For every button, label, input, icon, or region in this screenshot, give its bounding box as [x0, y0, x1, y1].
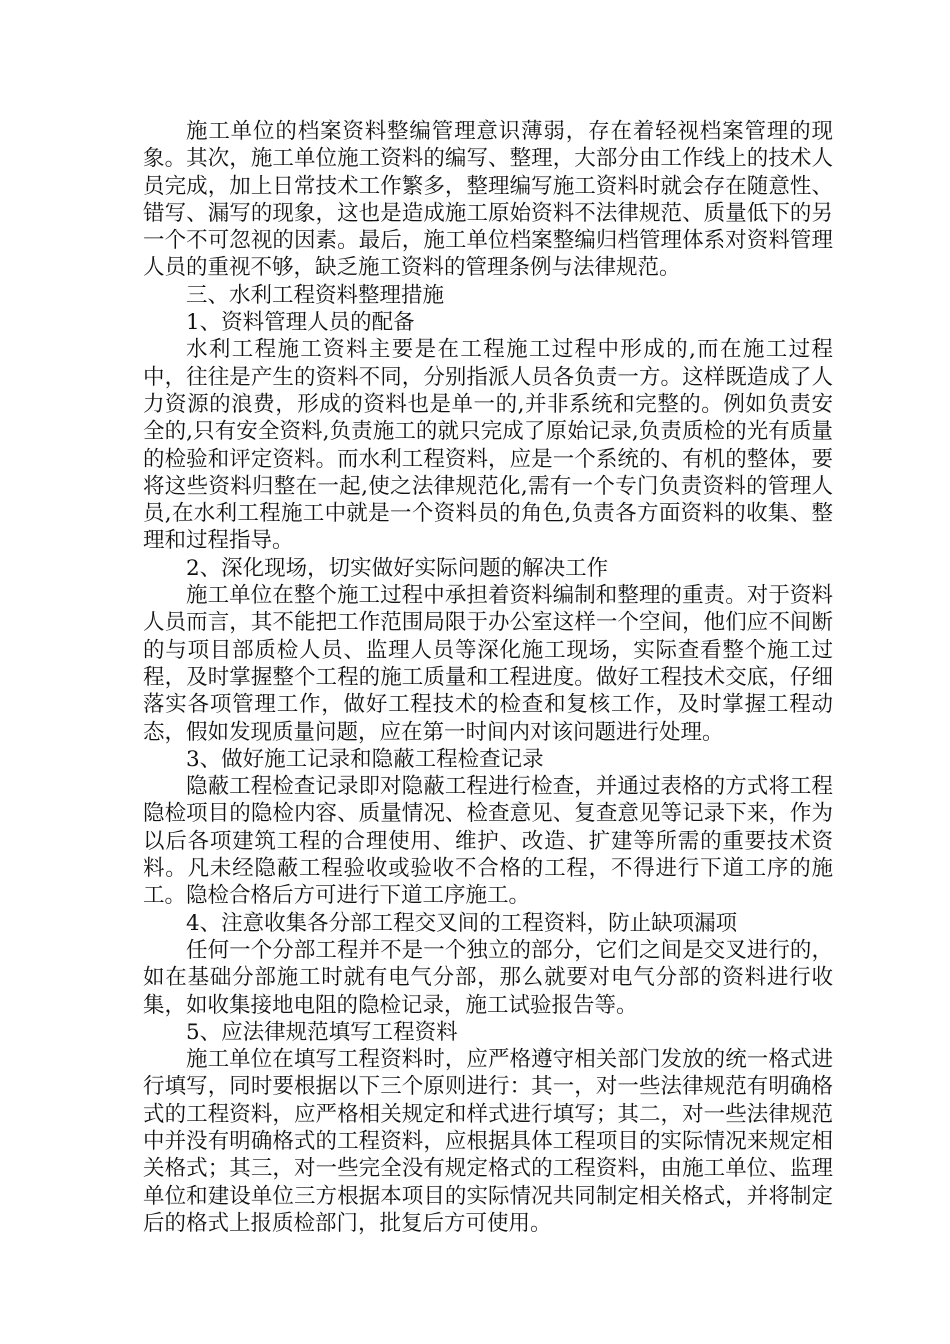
paragraph-staffing: 水利工程施工资料主要是在工程施工过程中形成的,而在施工过程中，往往是产生的资料不同，分别指派人员各负责一方。这样既造成了人力资源的浪费，形成的资料也是单一的,并非系统和完整的。例如负责安全的,只有安全资料,负责施工的就只完成了原始记录,负责质检的光有质量的检验和评定资料。而水利工程资料，应是一个系统的、有机的整体，要将这些资料归整在一起,使之法律规范化,需有一个专门负责资料的管理人员,在水利工程施工中就是一个资料员的角色,负责各方面资料的收集、整理和过程指导。	[143, 337, 833, 554]
subheading-staffing: 1、资料管理人员的配备	[186, 310, 415, 336]
paragraph-cross-division: 任何一个分部工程并不是一个独立的部分，它们之间是交叉进行的，如在基础分部施工时就有电气分部，那么就要对电气分部的资料进行收集，如收集接地电阻的隐检记录，施工试验报告等。	[143, 937, 833, 1018]
paragraph-archive-awareness: 施工单位的档案资料整编管理意识薄弱，存在着轻视档案管理的现象。其次，施工单位施工资料的编写、整理，大部分由工作线上的技术人员完成，加上日常技术工作繁多，整理编写施工资料时就会存在随意性、错写、漏写的现象，这也是造成施工原始资料不法律规范、质量低下的另一个不可忽视的因素。最后，施工单位档案整编归档管理体系对资料管理人员的重视不够，缺乏施工资料的管理条例与法律规范。	[143, 119, 833, 281]
subheading-on-site: 2、深化现场，切实做好实际问题的解决工作	[186, 555, 609, 581]
paragraph-records: 隐蔽工程检查记录即对隐蔽工程进行检查，并通过表格的方式将工程隐检项目的隐检内容、质量情况、检查意见、复查意见等记录下来，作为以后各项建筑工程的合理使用、维护、改造、扩建等所需的重要技术资料。凡未经隐蔽工程验收或验收不合格的工程，不得进行下道工序的施工。隐检合格后方可进行下道工序施工。	[143, 774, 833, 909]
section-heading-measures: 三、水利工程资料整理措施	[186, 282, 445, 308]
paragraph-standard-filling: 施工单位在填写工程资料时，应严格遵守相关部门发放的统一格式进行填写，同时要根据以下三个原则进行：其一，对一些法律规范有明确格式的工程资料，应严格相关规定和样式进行填写；其二，对一些法律规范中并没有明确格式的工程资料，应根据具体工程项目的实际情况来规定相关格式；其三，对一些完全没有规定格式的工程资料，由施工单位、监理单位和建设单位三方根据本项目的实际情况共同制定相关格式，并将制定后的格式上报质检部门，批复后方可使用。	[143, 1047, 833, 1236]
document-page	[143, 118, 833, 1237]
subheading-records: 3、做好施工记录和隐蔽工程检查记录	[186, 746, 544, 772]
subheading-cross-division: 4、注意收集各分部工程交叉间的工程资料，防止缺项漏项	[186, 910, 738, 936]
subheading-standard-filling: 5、应法律规范填写工程资料	[186, 1019, 458, 1045]
paragraph-on-site: 施工单位在整个施工过程中承担着资料编制和整理的重责。对于资料人员而言，其不能把工作范围局限于办公室这样一个空间，他们应不间断的与项目部质检人员、监理人员等深化施工现场，实际查看整个施工过程，及时掌握整个工程的施工质量和工程进度。做好工程技术交底，仔细落实各项管理工作，做好工程技术的检查和复核工作，及时掌握工程动态，假如发现质量问题，应在第一时间内对该问题进行处理。	[143, 583, 833, 745]
